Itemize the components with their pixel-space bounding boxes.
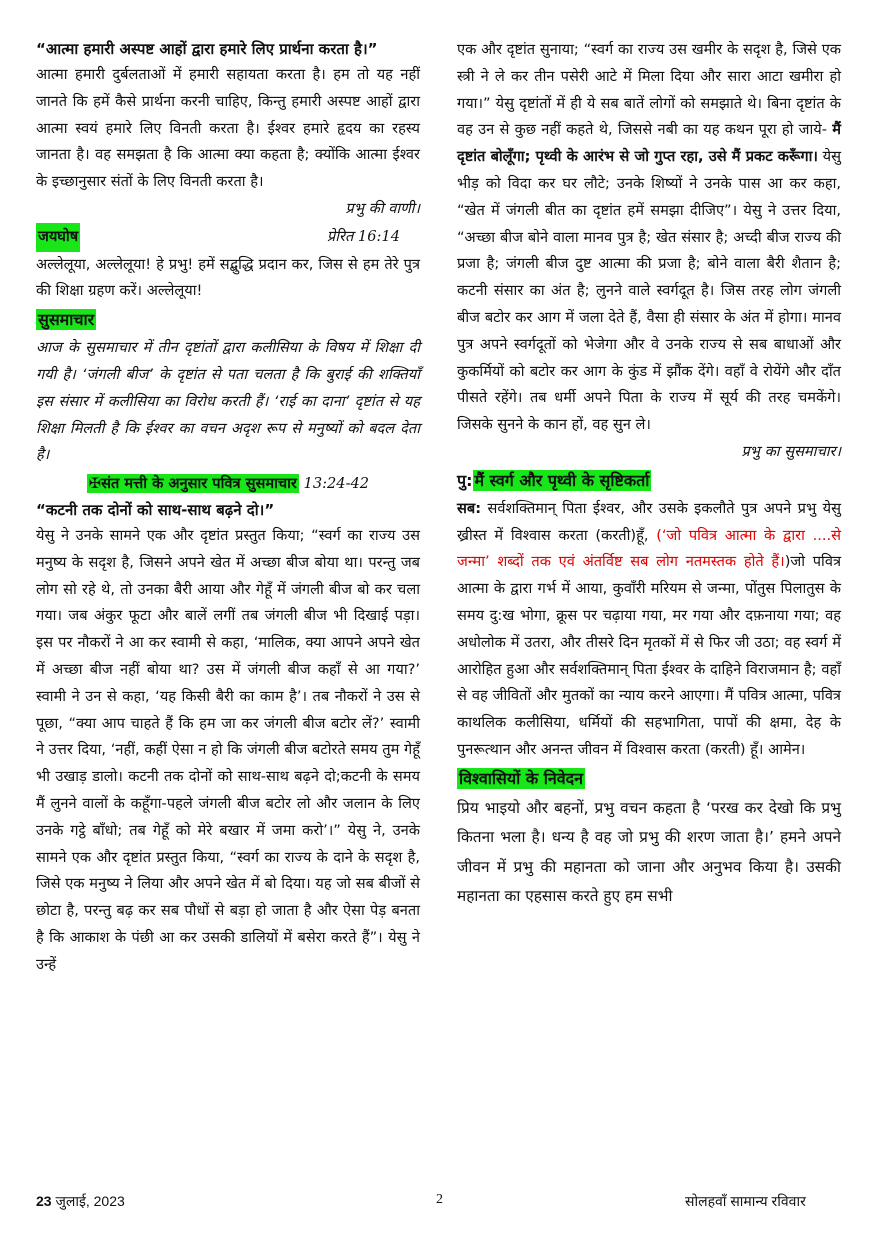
footer-sunday-name: सोलहवाँ सामान्य रविवार [685, 1193, 806, 1209]
gospel-closing: प्रभु का सुसमाचार। [741, 442, 841, 460]
gospel-source [36, 471, 420, 498]
footer-date-day: 23 [36, 1193, 52, 1209]
left-column [36, 37, 420, 979]
page-number: 2 [436, 1192, 443, 1207]
gospel-reference: 13:24-42 [303, 475, 370, 493]
gospel-intro: आज के सुसमाचार में तीन दृष्टांतों द्वारा कलीसिया के विषय में शिक्षा दी गयी है। ‘जंगली बीज’ के दृष्टांत से पता चलता है कि बुराई की शक्तियाँ इस संसार में कलीसिया का विरोध करती हैं। ‘राई का दाना’ दृष्टांत से यह शिक्षा मिलती है कि ईश्वर का वचन अदृश रूप से मनुष्यों को बदल देता है। [36, 339, 420, 464]
creed-all-text-2: )जो पवित्र आत्मा के द्वारा गर्भ में आया, कुवाँरी मरियम से जन्मा, पोंतुस पिलातुस के समय दु:ख भोगा, क्रूस पर चढ़ाया गया, मर गया और दफ़नाया गया; वह अधोलोक में उतरा, और तीसरे दिन मृतकों में से फिर जी उठा; वह स्वर्ग में आरोहित हुआ और सर्वशक्तिमान् पिता ईश्वर के दाहिने विराजमान है; वहाँ से वह जीवितों और मुतकों का न्याय करने आएगा। मैं पवित्र आत्मा, पवित्र काथलिक कलीसिया, धर्मियों की सहभागिता, पापों की क्षमा, देह के पुनरूत्थान और अनन्त जीवन में विश्वास करता (करती) हूँ। आमेन। [457, 553, 841, 758]
priest-label: पु: [457, 470, 473, 490]
gospel-body: येसु ने उनके सामने एक और दृष्टांत प्रस्तुत किया; “स्वर्ग का राज्य उस मनुष्य के सदृश है, जिसने अपने खेत में अच्छा बीज बोया था। परन्तु जब लोग सो रहे थे, तो उनका बैरी आया और गेहूँ में जंगली बीज बो कर चला गया। जब अंकुर फूटा और बालें लगीं तब जंगली बीज भी दिखाई पड़ा। इस पर नौकरों ने आ कर स्वामी से कहा, ‘मालिक, क्या आपने अपने खेत में अच्छा बीज नहीं बोया था? उस में जंगली बीज कहाँ से आ गया?’ स्वामी ने उन से कहा, ‘यह किसी बैरी का काम है’। तब नौकरों ने उस से पूछा, “क्या आप चाहते हैं कि हम जा कर जंगली बीज बटोर लें?’ स्वामी ने उत्तर दिया, ‘नहीं, कहीं ऐसा न हो कि जंगली बीज बटोरते समय तुम गेहूँ भी उखाड़ डालो। कटनी तक दोनों को साथ-साथ बढ़ने दो;कटनी के समय मैं लुनने वालों के कहूँगा-पहले जंगली बीज बटोर लो और जलान के लिए उनके गट्ठे बाँधो; तब गेहूँ को मेरे बखार में जमा करो’।” येसु ने, उनके सामने एक और दृष्टांत प्रस्तुत किया, “स्वर्ग का राज्य के दाने के सदृश है, जिसे एक मनुष्य ने लिया और अपने खेत में बो दिया। यह जो सब बीजों से छोटा है, परन्तु बढ़ कर सब पौधों से बड़ा हो जाता है और ऐसा पेड़ बनता है कि आकाश के पंछी आ कर उसकी डालियों में बसेरा करते हैं”। येसु ने उन्हें [36, 526, 420, 973]
reading-title: “आत्मा हमारी अस्पष्ट आहों द्वारा हमारे लिए प्रार्थना करता है।” [36, 40, 378, 58]
acclamation-text: अल्लेलूया, अल्लेलूया! हे प्रभु! हमें सद्बुद्धि प्रदान कर, जिस से हम तेरे पुत्र की शिक्षा ग्रहण करें। अल्लेलूया! [36, 255, 420, 300]
footer-date [36, 1192, 125, 1211]
gospel-header [36, 306, 420, 334]
acclamation-header [36, 223, 420, 252]
intercessions-text: प्रिय भाइयो और बहनों, प्रभु वचन कहता है ‘परख कर देखो कि प्रभु कितना भला है। धन्य है वह जो प्रभु की शरण जाता है।’ हमने अपने जीवन में प्रभु की महानता को जाना और अनुभव किया है। उसकी महानता का एहसास करते हुए हम सभी [457, 798, 841, 906]
creed-priest-text: मैं स्वर्ग और पृथ्वी के सृष्टिकर्ता [474, 470, 650, 490]
reading-body: आत्मा हमारी दुर्बलताओं में हमारी सहायता करता है। हम तो यह नहीं जानते कि हमें कैसे प्रार्थना करनी चाहिए, किन्तु हमारी अस्पष्ट आहों द्वारा आत्मा स्वयं हमारे लिए विनती करता है। ईश्वर हमारे हृदय का रहस्य जानता है। वह समझता है कि आत्मा क्या कहता है; क्योंकि आत्मा ईश्वर के इच्छानुसार संतों के लिए विनती करता है। [36, 66, 420, 191]
creed-text [457, 496, 841, 764]
intercessions-header [457, 765, 841, 793]
reading-closing: प्रभु की वाणी। [345, 199, 420, 217]
acclamation-label: जयघोष [36, 223, 80, 252]
gospel-source-highlight [87, 474, 299, 493]
creed-rubric: (‘जो पवित्र आत्मा के द्वारा ....से जन्मा’ शब्दों तक एवं अंतर्विष्ट सब लोग नतमस्तक होते हैं। [457, 526, 841, 571]
gospel-label: सुसमाचार [38, 310, 95, 330]
footer-date-rest: जुलाई, 2023 [51, 1193, 125, 1209]
gospel-source-label: संत मत्ती के अनुसार पवित्र सुसमाचार [101, 475, 297, 493]
gospel-continuation [457, 37, 841, 439]
gospel-cont-text-1: एक और दृष्टांत सुनाया; “स्वर्ग का राज्य उस खमीर के सदृश है, जिसे एक स्त्री ने ले कर तीन पसेरी आटे में मिला दिया और सारा आटा खमीरा हो गया।” येसु दृष्टांतों में ही ये सब बातें लोगों को समझाते थे। बिना दृष्टांत के वह उन से कुछ नहीं कहते थे, जिससे नबी का यह कथन पूरा हो जाये- [457, 41, 841, 139]
gospel-title: “कटनी तक दोनों को साथ-साथ बढ़ने दो।” [36, 500, 275, 519]
all-label: सब: [457, 499, 482, 517]
creed-header [457, 467, 841, 495]
gospel-cont-text-2: येसु भीड़ को विदा कर घर लौटे; उनके शिष्यों ने उनके पास आ कर कहा, “खेत में जंगली बीत का दृष्टांत हमें समझा दीजिए”। येसु ने उत्तर दिया, “अच्छा बीज बोने वाला मानव पुत्र है; खेत संसार है; अच्दी बीज राज्य की प्रजा है; जंगली बीज दुष्ट आत्मा की प्रजा है; बोने वाला बैरी शैतान है; कटनी संसार का अंत है; लुनने वाले स्वर्गदूत है। जिस तरह लोग जंगली बीज बटोर कर आग में जला देते हैं, वैसा ही संसार के अंत में होगा। मानव पुत्र अपने स्वर्गदूतों को भेजेगा और वे उनके राज्य से सब बाधाओं और कुकर्मियों को बटोर कर आग के कुंड में झौंक देंगे। वहाँ वे रोयेंगे और दाँत पीसते रहेंगे। तब धर्मी अपने पिता के राज्य में सूर्य की तरह चमकेंगे। जिसके सुनने के कान हों, वह सुन ले। [457, 148, 841, 434]
creed-all-text-1: सर्वशक्तिमान् पिता ईश्वर, और उसके इकलौते पुत्र अपने प्रभु येसु ख्रीस्त में विश्वास करता (करती)हूँ, [457, 499, 841, 544]
intercessions-label: विश्वासियों के निवेदन [459, 768, 583, 788]
right-column [457, 37, 841, 912]
prophecy-quote: मैं दृष्टांत बोलूँगा; पृथ्वी के आरंभ से जो गुप्त रहा, उसे मैं प्रकट करूँगा। [457, 121, 841, 166]
acclamation-reference: प्रेरित 16:14 [326, 227, 400, 245]
cross-icon: ✠ [88, 475, 102, 493]
